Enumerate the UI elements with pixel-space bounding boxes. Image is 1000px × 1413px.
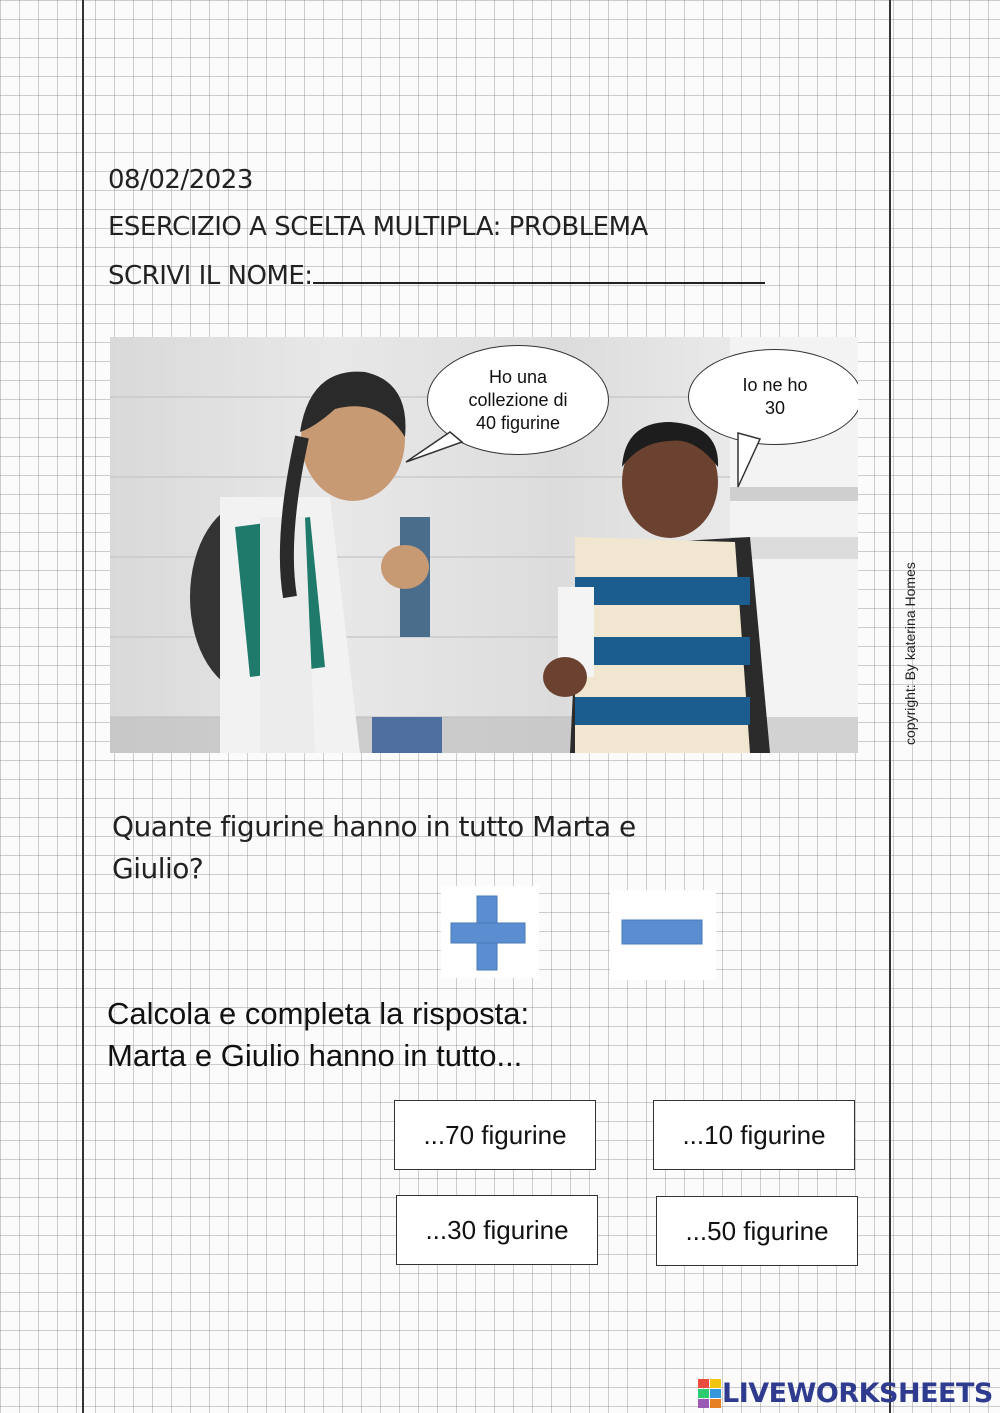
speech-bubble-girl-text: Ho una collezione di 40 figurine xyxy=(468,366,568,433)
name-field xyxy=(108,260,765,291)
minus-icon xyxy=(610,890,716,980)
instruction-line-1: Calcola e completa la risposta: xyxy=(107,996,530,1031)
minus-operator[interactable] xyxy=(610,890,716,980)
date: 08/02/2023 xyxy=(108,165,253,195)
plus-operator[interactable] xyxy=(441,886,539,978)
answer-option-1[interactable]: ...70 figurine xyxy=(394,1100,596,1170)
photo-children-talking xyxy=(110,337,858,753)
name-label: SCRIVI IL NOME: xyxy=(108,261,313,291)
margin-line-left xyxy=(82,0,84,1413)
answer-option-2[interactable]: ...10 figurine xyxy=(653,1100,855,1170)
instructions xyxy=(107,993,529,1077)
instruction-line-2: Marta e Giulio hanno in tutto... xyxy=(107,1038,523,1073)
speech-bubble-boy-text: Io ne ho 30 xyxy=(742,375,808,418)
logo-text: LIVEWORKSHEETS xyxy=(722,1378,993,1409)
name-write-line xyxy=(313,260,765,284)
question-text: Quante figurine hanno in tutto Marta e Giulio? xyxy=(112,810,636,885)
exercise-title: ESERCIZIO A SCELTA MULTIPLA: PROBLEMA xyxy=(108,212,648,242)
answer-option-4[interactable]: ...50 figurine xyxy=(656,1196,858,1266)
plus-icon xyxy=(441,886,539,978)
answer-option-3[interactable]: ...30 figurine xyxy=(396,1195,598,1265)
speech-bubble-boy xyxy=(688,349,858,445)
copyright-note: copyright: By katerina Homes xyxy=(902,562,918,745)
liveworksheets-logo xyxy=(698,1378,993,1409)
speech-bubble-girl xyxy=(427,345,609,455)
margin-line-right xyxy=(889,0,891,1413)
logo-blocks-icon xyxy=(698,1379,722,1409)
